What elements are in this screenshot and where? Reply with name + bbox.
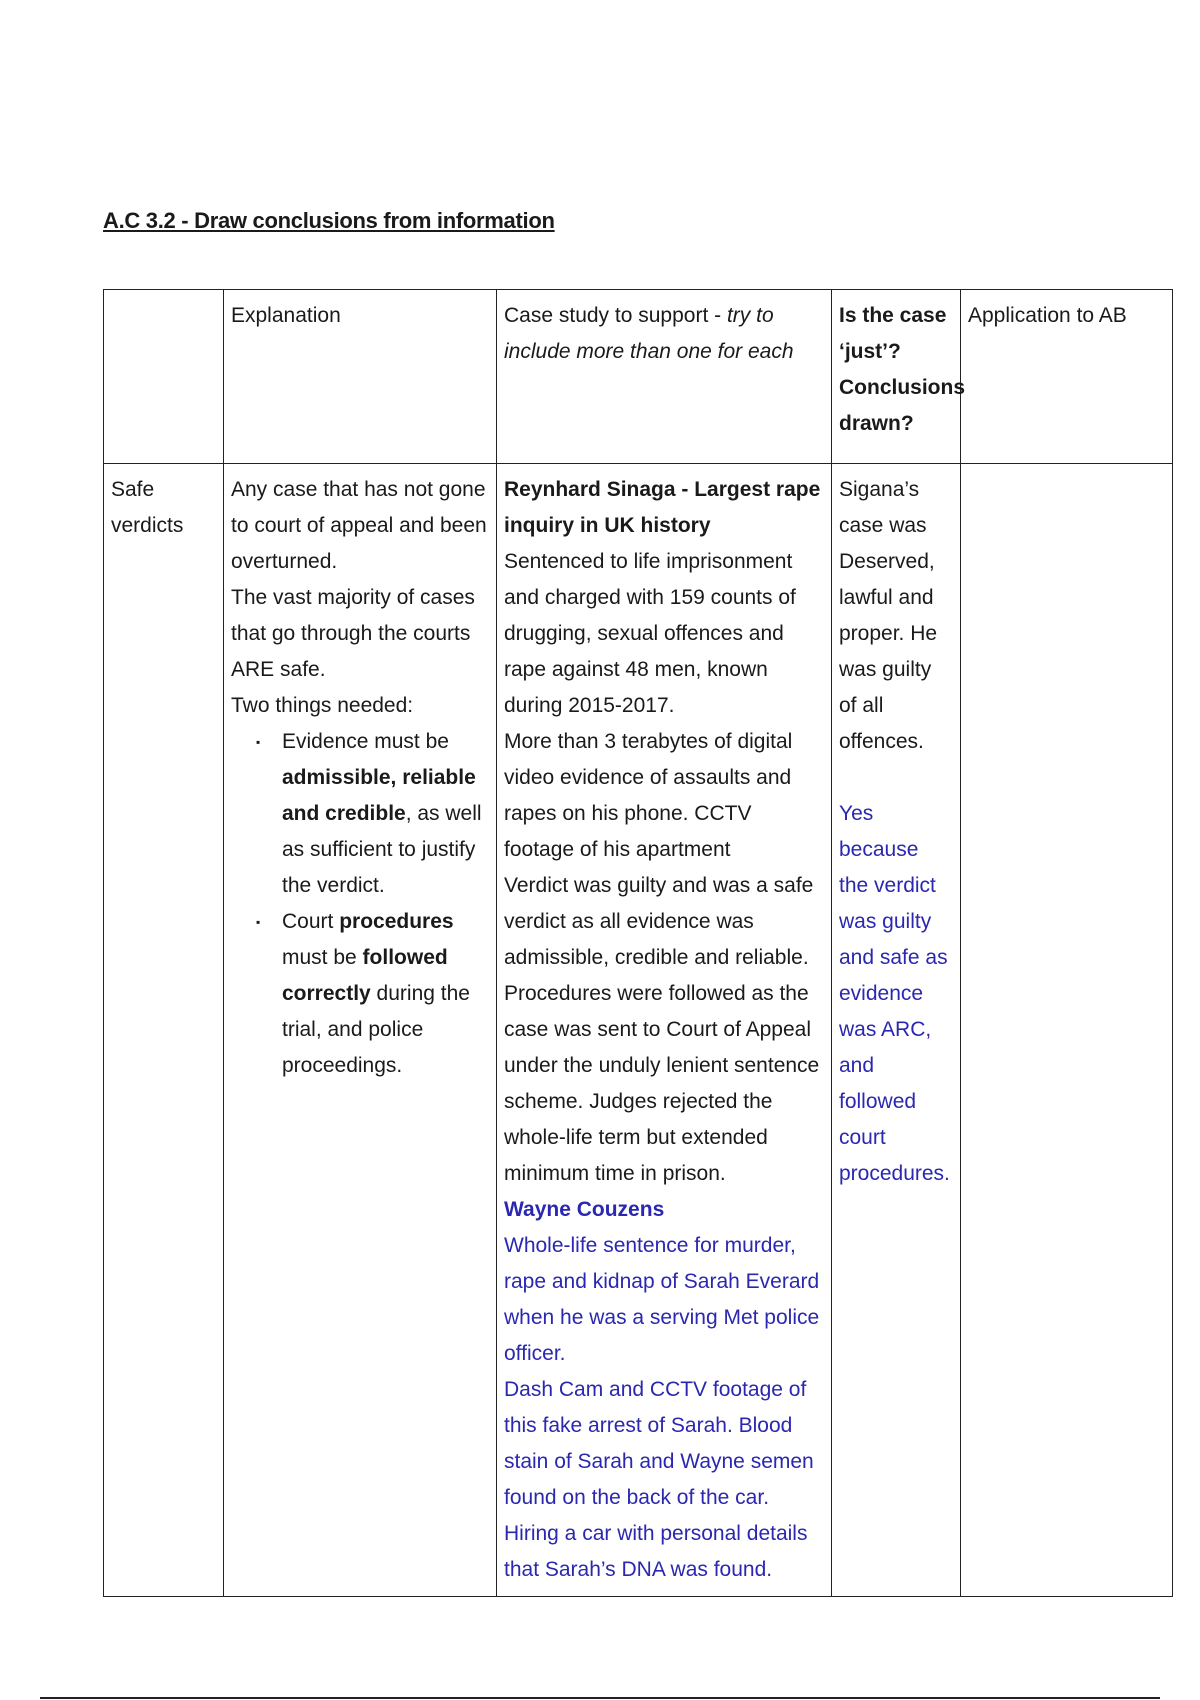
bullet2-mid: must be bbox=[282, 946, 363, 969]
conclusion-text: Sigana’s case was Deserved, lawful and proper. He was guilty of all offences. bbox=[839, 478, 938, 753]
header-cell-conclusions: Is the case ‘just’? Conclusions drawn? bbox=[832, 290, 961, 464]
case-study-sentence: Sentenced to life imprisonment and charged with 159 counts of drugging, sexual offences and rape against 48 men, known during 2015-2017. bbox=[504, 550, 796, 717]
list-item bbox=[282, 724, 489, 904]
bullet2-bold-followed: followed correctly bbox=[282, 946, 448, 1005]
explanation-cell bbox=[224, 464, 497, 1597]
explanation-two-things: Two things needed: bbox=[231, 694, 414, 717]
bullet1-bold: admissible, reliable and credible bbox=[282, 766, 476, 825]
case-study-cell bbox=[497, 464, 832, 1597]
case-study-header-label: Case study to support - bbox=[504, 304, 727, 327]
bullet2-pre: Court bbox=[282, 910, 340, 933]
bullet1-post: , as well as sufficient to justify the verdict. bbox=[282, 802, 482, 897]
header-cell-application: Application to AB bbox=[961, 290, 1173, 464]
case-study-evidence: More than 3 terabytes of digital video evidence of assaults and rapes on his phone. CCTV footage of his apartment bbox=[504, 730, 793, 861]
bullet2-bold-procedures: procedures bbox=[339, 910, 454, 933]
case-study-header-hint: try to include more than one for each bbox=[504, 304, 794, 363]
conclusions-table bbox=[103, 289, 1173, 1597]
list-item bbox=[282, 904, 489, 1084]
table-header-row bbox=[104, 290, 1173, 464]
page-heading: A.C 3.2 - Draw conclusions from information bbox=[103, 208, 555, 233]
case-study-procedures: Procedures were followed as the case was sent to Court of Appeal under the unduly lenient sentence scheme. Judges rejected the whole-life term but extended minimum time in prison. bbox=[504, 982, 820, 1185]
case-study-verdict: Verdict was guilty and was a safe verdict as all evidence was admissible, credible and reliable. bbox=[504, 874, 814, 969]
header-cell-blank bbox=[104, 290, 224, 464]
case-study-title-couzens: Wayne Couzens bbox=[504, 1198, 665, 1221]
bullet1-pre: Evidence must be bbox=[282, 730, 449, 753]
conclusion-blue-text: Yes because the verdict was guilty and safe as evidence was ARC, and followed court procedures. bbox=[839, 802, 950, 1185]
bottom-divider bbox=[40, 1697, 1160, 1699]
explanation-majority: The vast majority of cases that go through the courts ARE safe. bbox=[231, 586, 475, 681]
table-row bbox=[104, 464, 1173, 1597]
bullet2-post: during the trial, and police proceedings. bbox=[282, 982, 470, 1077]
case-study-couzens-sentence: Whole-life sentence for murder, rape and kidnap of Sarah Everard when he was a serving Met police officer. bbox=[504, 1234, 820, 1365]
case-study-couzens-evidence: Dash Cam and CCTV footage of this fake arrest of Sarah. Blood stain of Sarah and Wayne semen found on the back of the car. Hiring a car with personal details that Sarah’s DNA was found. bbox=[504, 1378, 814, 1581]
explanation-intro: Any case that has not gone to court of appeal and been overturned. bbox=[231, 478, 487, 573]
requirements-list bbox=[231, 724, 489, 1084]
row-label: Safe verdicts bbox=[104, 464, 224, 1597]
header-cell-case-study bbox=[497, 290, 832, 464]
application-cell bbox=[961, 464, 1173, 1597]
conclusion-cell bbox=[832, 464, 961, 1597]
header-cell-explanation: Explanation bbox=[224, 290, 497, 464]
case-study-title-sinaga: Reynhard Sinaga - Largest rape inquiry in UK history bbox=[504, 478, 821, 537]
